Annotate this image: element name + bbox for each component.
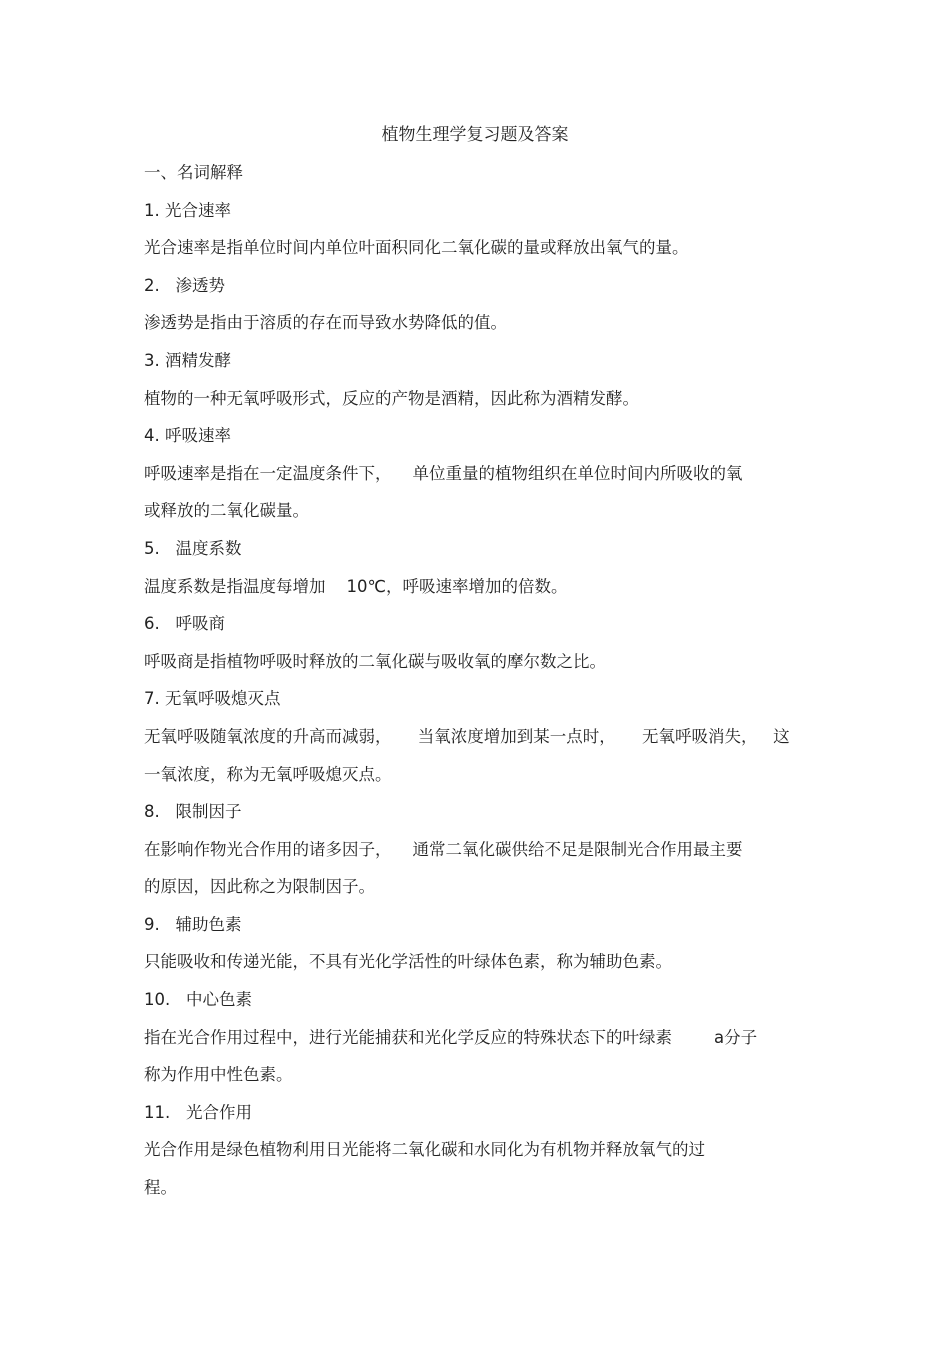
- term-definition-line: 程。: [144, 1178, 177, 1198]
- term-definition-line: 植物的一种无氧呼吸形式，反应的产物是酒精，因此称为酒精发酵。: [144, 388, 639, 408]
- term-definition-line: 无氧呼吸随氧浓度的升高而减弱， 当氧浓度增加到某一点时， 无氧呼吸消失， 这: [144, 726, 790, 746]
- term-definition-line: 光合作用是绿色植物利用日光能将二氧化碳和水同化为有机物并释放氧气的过: [144, 1140, 705, 1160]
- document-body: [144, 160, 824, 1213]
- term-entry: [144, 273, 824, 348]
- term-title: 11. 光合作用: [144, 1102, 252, 1122]
- document-title: 植物生理学复习题及答案: [381, 125, 569, 145]
- term-entry: [144, 1100, 824, 1213]
- term-entry: [144, 686, 824, 799]
- term-definition-line: 一氧浓度，称为无氧呼吸熄灭点。: [144, 764, 392, 784]
- term-entry: [144, 198, 824, 273]
- term-definition-line: 的原因，因此称之为限制因子。: [144, 877, 375, 897]
- term-definition-line: 光合速率是指单位时间内单位叶面积同化二氧化碳的量或释放出氧气的量。: [144, 238, 689, 258]
- term-entry: [144, 799, 824, 912]
- term-title: 6. 呼吸商: [144, 614, 225, 634]
- term-definition-line: 指在光合作用过程中，进行光能捕获和光化学反应的特殊状态下的叶绿素 a分子: [144, 1027, 758, 1047]
- term-definition-line: 只能吸收和传递光能，不具有光化学活性的叶绿体色素，称为辅助色素。: [144, 952, 672, 972]
- term-definition-line: 呼吸速率是指在一定温度条件下， 单位重量的植物组织在单位时间内所吸收的氧: [144, 463, 743, 483]
- term-definition-line: 温度系数是指温度每增加 10℃，呼吸速率增加的倍数。: [144, 576, 568, 596]
- term-title: 1. 光合速率: [144, 200, 231, 220]
- term-title: 3. 酒精发酵: [144, 350, 231, 370]
- term-title: 9. 辅助色素: [144, 914, 242, 934]
- term-entry: [144, 536, 824, 611]
- term-definition-line: 称为作用中性色素。: [144, 1065, 293, 1085]
- term-title: 5. 温度系数: [144, 538, 242, 558]
- term-title: 2. 渗透势: [144, 275, 225, 295]
- term-entry: [144, 348, 824, 423]
- section-heading: 一、名词解释: [144, 163, 243, 182]
- term-definition-line: 渗透势是指由于溶质的存在而导致水势降低的值。: [144, 313, 507, 333]
- term-definition-line: 呼吸商是指植物呼吸时释放的二氧化碳与吸收氧的摩尔数之比。: [144, 651, 606, 671]
- term-entry: [144, 423, 824, 536]
- term-title: 10. 中心色素: [144, 990, 252, 1010]
- term-definition-line: 在影响作物光合作用的诸多因子， 通常二氧化碳供给不足是限制光合作用最主要: [144, 839, 743, 859]
- term-entry: [144, 987, 824, 1100]
- term-entry: [144, 611, 824, 686]
- term-definition-line: 或释放的二氧化碳量。: [144, 501, 309, 521]
- term-title: 4. 呼吸速率: [144, 426, 231, 446]
- term-title: 8. 限制因子: [144, 802, 242, 822]
- term-title: 7. 无氧呼吸熄灭点: [144, 689, 281, 709]
- term-entry: [144, 912, 824, 987]
